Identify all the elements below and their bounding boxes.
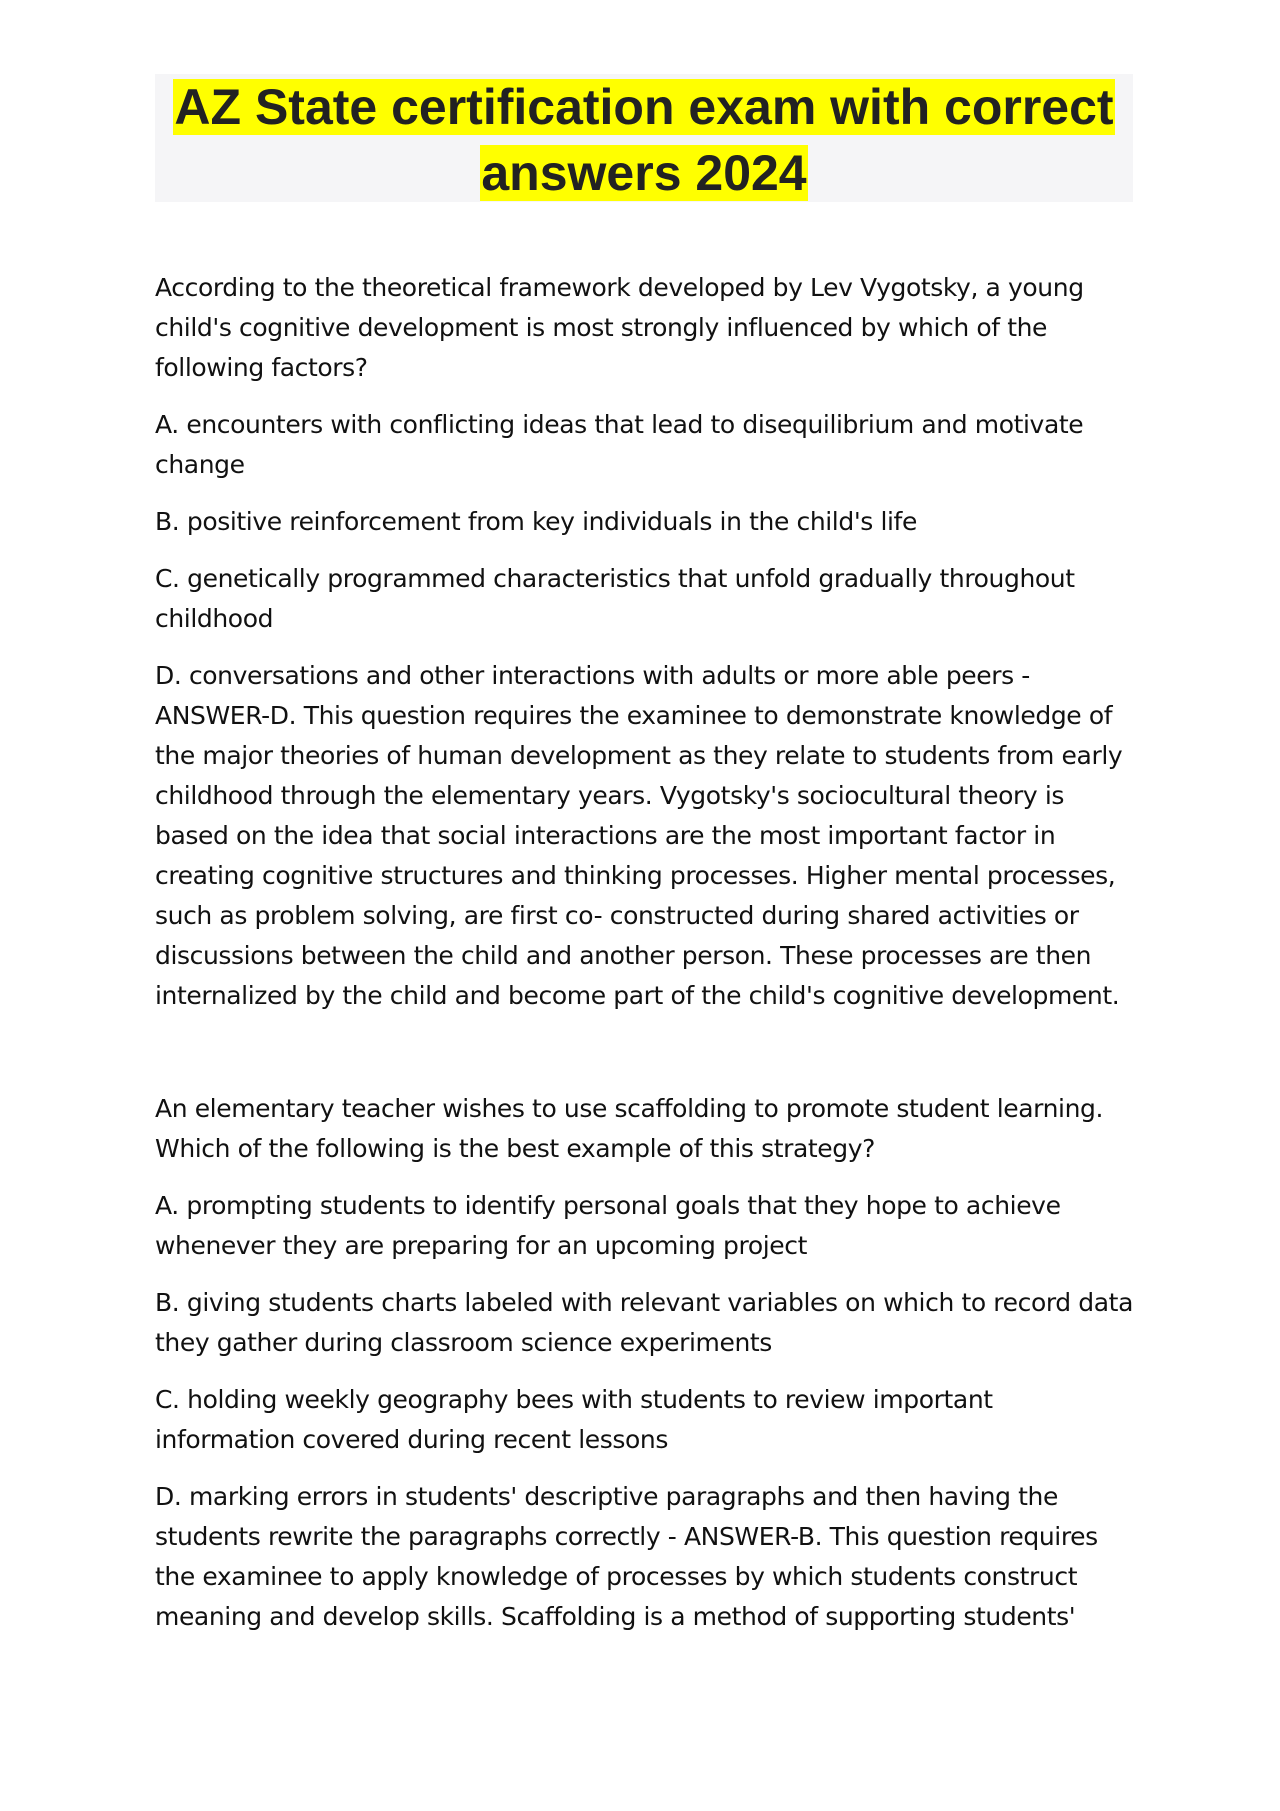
- question-2: [155, 1089, 1135, 1637]
- answer-option: A. prompting students to identify personal goals that they hope to achieve whenever they are preparing for an upcoming project: [155, 1191, 1061, 1260]
- answer-option: A. encounters with conflicting ideas that lead to disequilibrium and motivate change: [155, 410, 1084, 479]
- title-block: [155, 74, 1133, 202]
- question-1: [155, 268, 1135, 1016]
- document-title: [155, 74, 1133, 206]
- answer-option-with-explanation: D. conversations and other interactions with adults or more able peers - ANSWER-D. This question requires the examinee to demonstrate knowledge of the major theories of human development as they relate to students from early childhood through the elementary years. Vygotsky's sociocultural theory is based on the idea that social interactions are the most important factor in creating cognitive structures and thinking processes. Higher mental processes, such as problem solving, are first co- constructed during shared activities or discussions between the child and another person. These processes are then internalized by the child and become part of the child's cognitive development.: [155, 661, 1123, 1010]
- answer-option: C. genetically programmed characteristics that unfold gradually throughout childhood: [155, 564, 1075, 633]
- answer-option-with-explanation: D. marking errors in students' descriptive paragraphs and then having the students rewrite the paragraphs correctly - ANSWER-B. This question requires the examinee to apply knowledge of processes by which students construct meaning and develop skills. Scaffolding is a method of supporting students': [155, 1482, 1098, 1631]
- document-title-text: AZ State certification exam with correct answers 2024: [174, 79, 1114, 201]
- answer-option: B. giving students charts labeled with relevant variables on which to record data they gather during classroom science experiments: [155, 1288, 1134, 1357]
- answer-option: C. holding weekly geography bees with students to review important information covered during recent lessons: [155, 1385, 993, 1454]
- question-prompt: According to the theoretical framework developed by Lev Vygotsky, a young child's cognitive development is most strongly influenced by which of the following factors?: [155, 273, 1084, 382]
- question-prompt: An elementary teacher wishes to use scaffolding to promote student learning. Which of the following is the best example of this strategy?: [155, 1094, 1104, 1163]
- question-separator: [155, 1033, 1135, 1089]
- answer-option: B. positive reinforcement from key individuals in the child's life: [155, 507, 917, 536]
- document-body: [155, 268, 1135, 1654]
